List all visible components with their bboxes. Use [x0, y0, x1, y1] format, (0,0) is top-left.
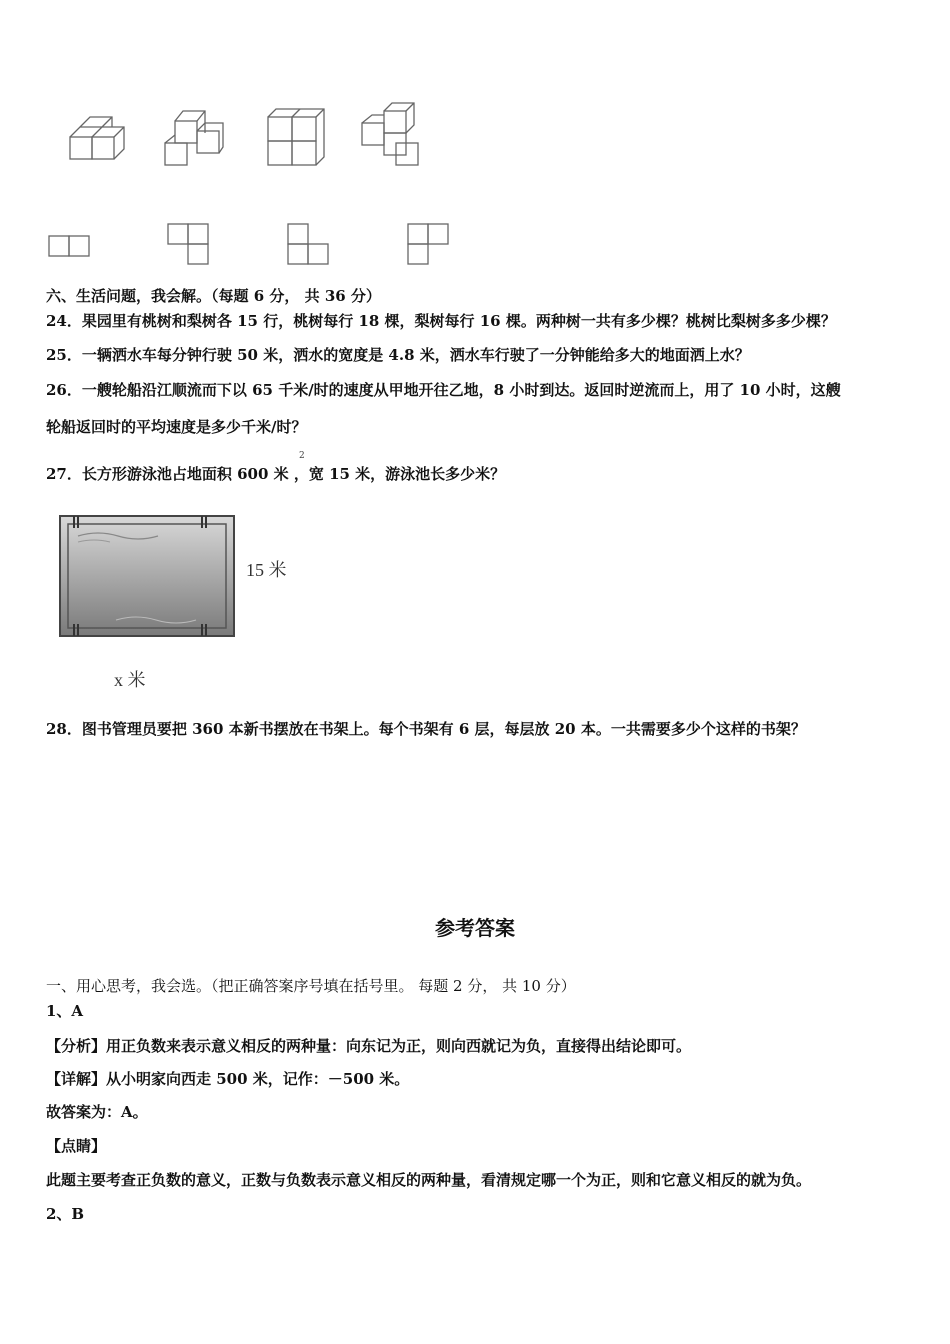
pool-length-label: x 米	[114, 670, 146, 690]
answers-title: 参考答案	[435, 916, 515, 940]
cube-figures	[60, 95, 440, 175]
answer-1-conclusion: 故答案为：A。	[46, 1103, 148, 1121]
plane-view-4	[408, 224, 448, 264]
answer-1-analysis: 【分析】用正负数来表示意义相反的两种量：向东记为正，则向西就记为负，直接得出结论即可。	[46, 1037, 692, 1055]
answers-section1-heading: 一、用心思考，我会选。（把正确答案序号填在括号里。 每题 2 分， 共 10 分）	[46, 977, 576, 995]
plane-view-1	[49, 236, 89, 256]
answer-1: 1、A	[46, 1002, 84, 1020]
superscript-2: 2	[299, 451, 305, 461]
answer-1-comment: 此题主要考查正负数的意义，正数与负数表示意义相反的两种量，看清规定哪一个为正，则和它意义相反的就为负。	[46, 1171, 812, 1189]
plane-view-2	[168, 224, 208, 264]
question-26-line1: 26．一艘轮船沿江顺流而下以 65 千米/时的速度从甲地开往乙地，8 小时到达。返回时逆流而上，用了 10 小时，这艘	[46, 381, 841, 399]
question-26-line2: 轮船返回时的平均速度是多少千米/时？	[46, 418, 307, 436]
question-27: 27．长方形游泳池占地面积 600 米 ，宽 15 米，游泳池长多少米？	[46, 465, 506, 483]
pool-width-label: 15 米	[246, 560, 287, 580]
question-25: 25．一辆洒水车每分钟行驶 50 米，洒水的宽度是 4.8 米，洒水车行驶了一分钟能给多大的地面洒上水？	[46, 346, 750, 364]
answer-1-detail: 【详解】从小明家向西走 500 米，记作：－500 米。	[46, 1070, 410, 1088]
question-24: 24．果园里有桃树和梨树各 15 行，桃树每行 18 棵，梨树每行 16 棵。两种树一共有多少棵？桃树比梨树多多少棵？	[46, 312, 836, 330]
cube-figure-3	[268, 109, 324, 165]
answer-1-comment-label: 【点睛】	[46, 1137, 107, 1155]
plane-views	[40, 218, 460, 273]
plane-view-3	[288, 224, 328, 264]
question-28: 28．图书管理员要把 360 本新书摆放在书架上。每个书架有 6 层，每层放 20 本。一共需要多少个这样的书架？	[46, 720, 806, 738]
section6-heading: 六、生活问题，我会解。（每题 6 分， 共 36 分）	[46, 287, 381, 305]
cube-figure-4	[362, 103, 418, 165]
cube-figure-1	[70, 117, 124, 159]
answer-2: 2、B	[46, 1205, 85, 1223]
cube-figure-2	[165, 111, 223, 165]
pool-figure	[56, 512, 238, 640]
